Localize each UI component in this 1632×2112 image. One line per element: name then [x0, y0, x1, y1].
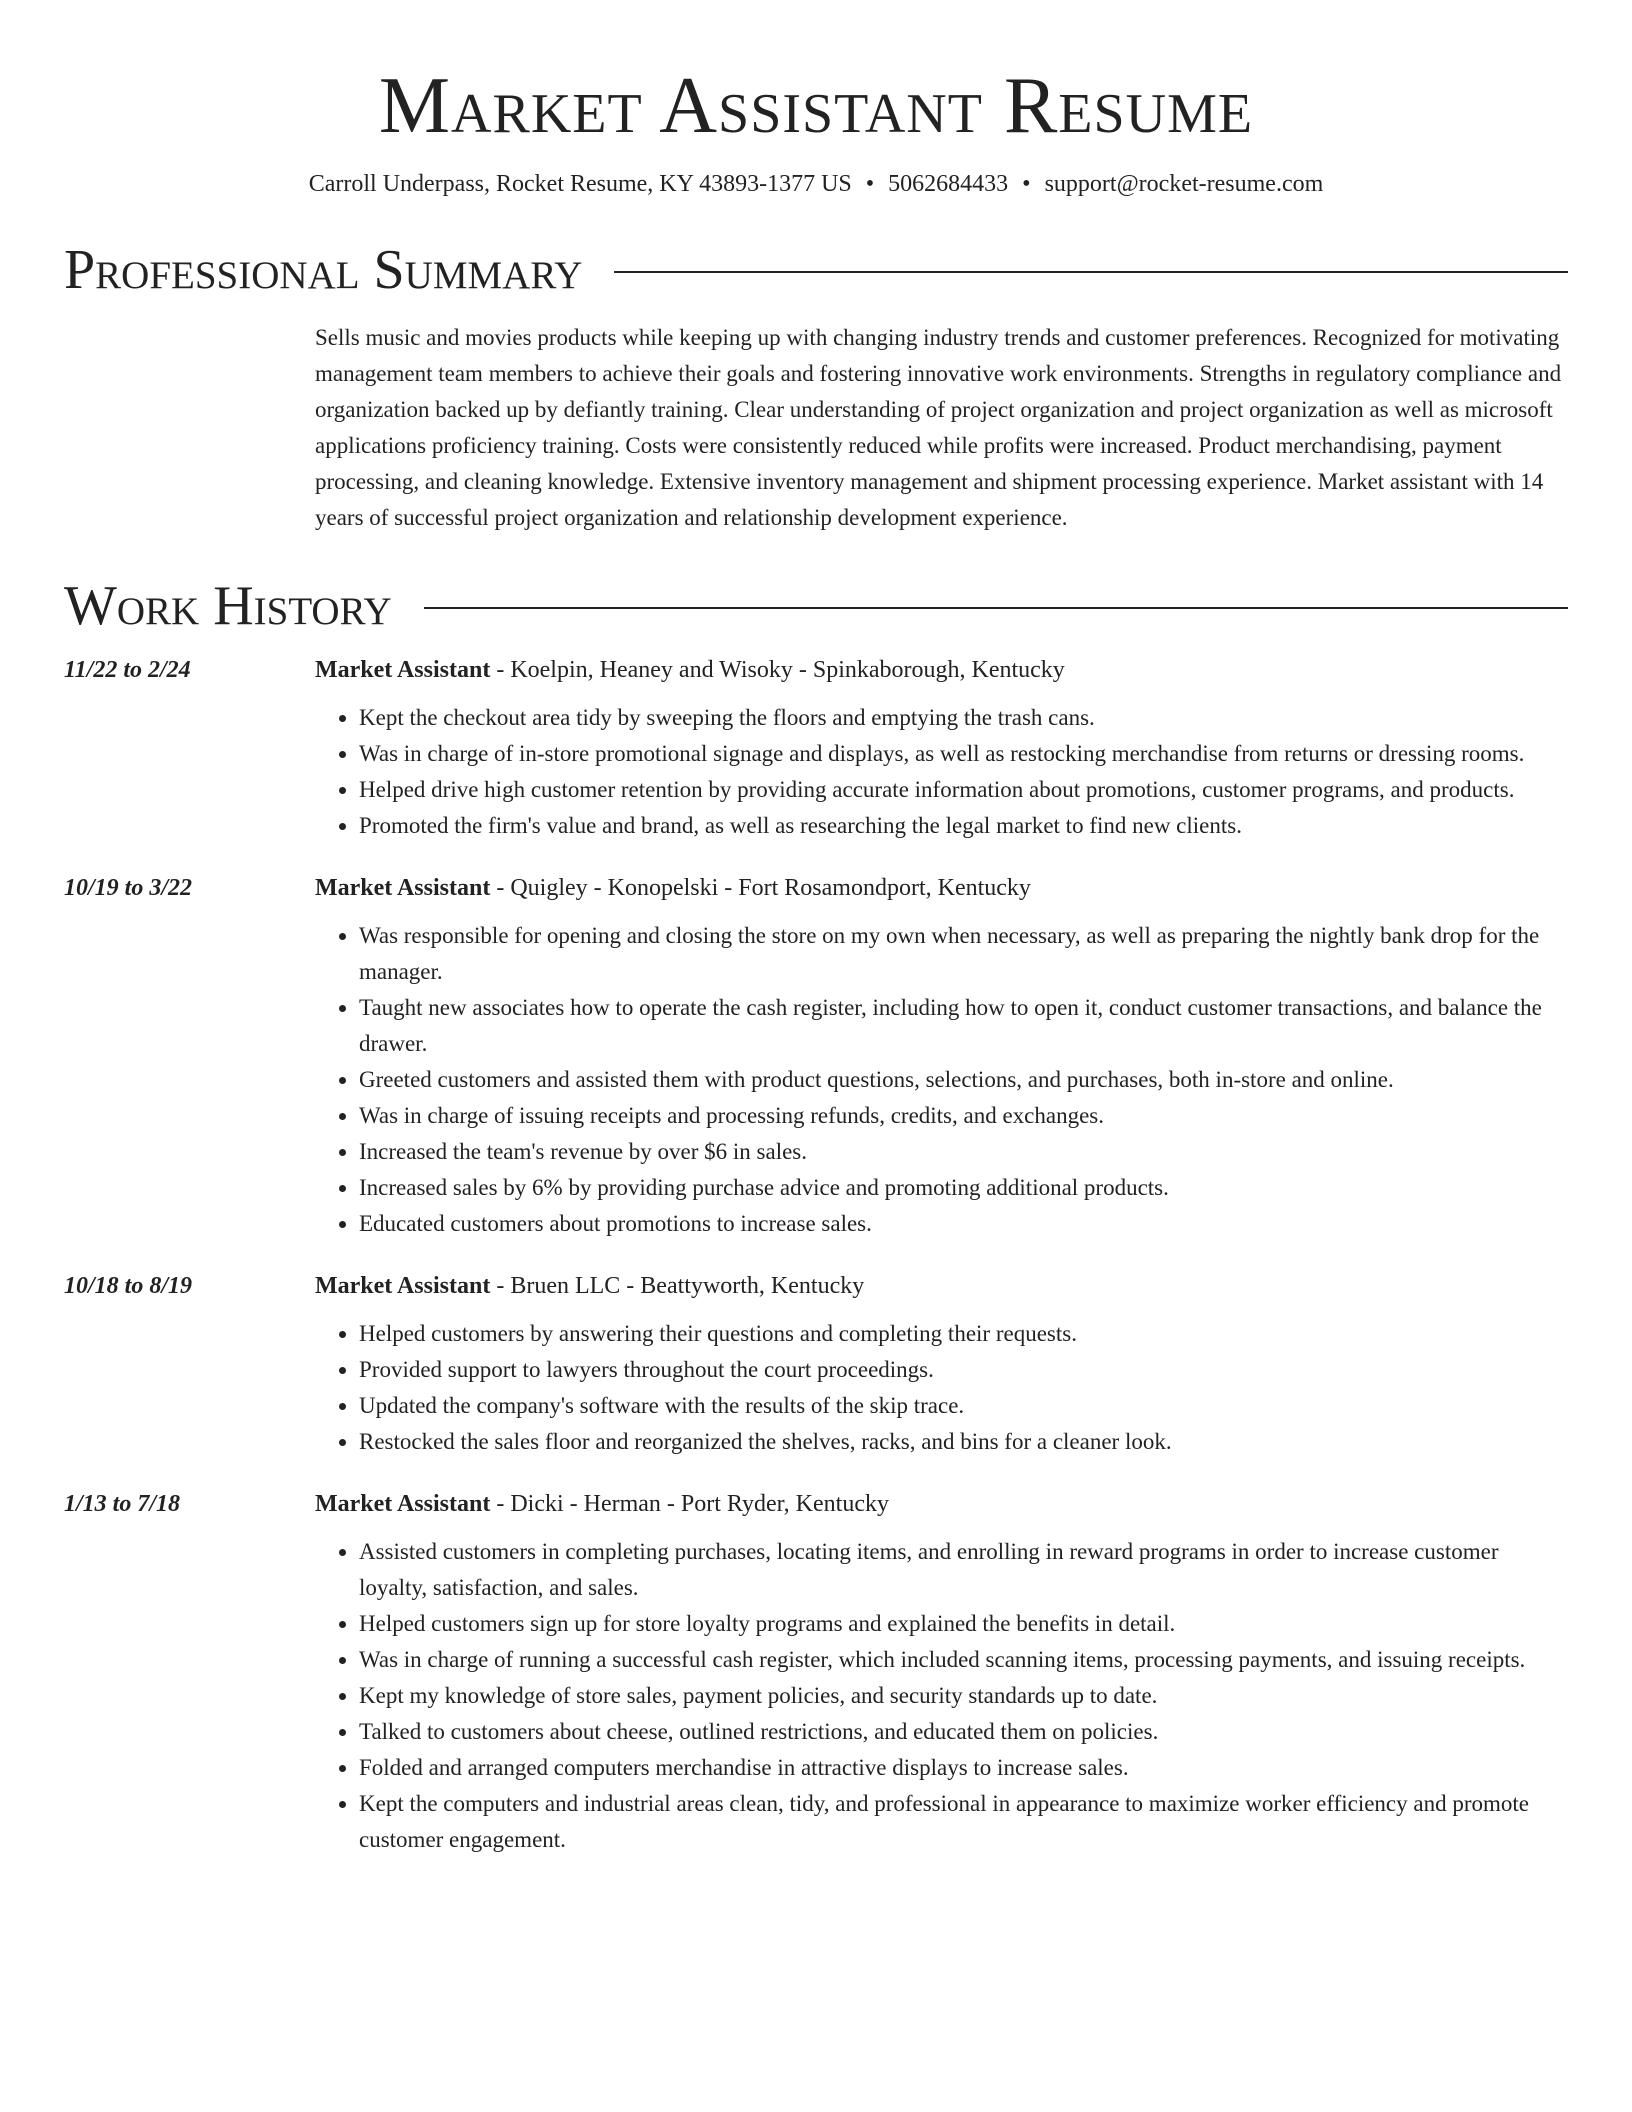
section-divider: [614, 271, 1568, 273]
job-bullet: • Educated customers about promotions to increase sales.: [359, 1206, 1568, 1242]
resume-title: Market Assistant Resume: [378, 62, 1254, 150]
job-bullet: • Taught new associates how to operate the cash register, including how to open it, conduct customer transactions, and balance the drawer.: [359, 990, 1568, 1062]
job-bullet: • Updated the company's software with the results of the skip trace.: [359, 1388, 1568, 1424]
job-body: [315, 872, 1568, 1242]
job-bullet: • Increased sales by 6% by providing purchase advice and promoting additional products.: [359, 1170, 1568, 1206]
job-bullet: • Assisted customers in completing purchases, locating items, and enrolling in reward programs in order to increase customer loyalty, satisfaction, and sales.: [359, 1534, 1568, 1606]
job-bullet: • Was in charge of issuing receipts and processing refunds, credits, and exchanges.: [359, 1098, 1568, 1134]
job-bullet: • Restocked the sales floor and reorganized the shelves, racks, and bins for a cleaner look.: [359, 1424, 1568, 1460]
job-bullet: • Increased the team's revenue by over $6 in sales.: [359, 1134, 1568, 1170]
job-bullets: [315, 700, 1568, 844]
contact-address: Carroll Underpass, Rocket Resume, KY 43893-1377 US: [308, 171, 852, 197]
job-bullet: • Talked to customers about cheese, outlined restrictions, and educated them on policies.: [359, 1714, 1568, 1750]
job-dates: 11/22 to 2/24: [64, 657, 191, 683]
contact-separator: •: [865, 171, 875, 197]
job-title: Market Assistant: [315, 1491, 491, 1517]
job-bullet: • Folded and arranged computers merchandise in attractive displays to increase sales.: [359, 1750, 1568, 1786]
job-employer-location: - Koelpin, Heaney and Wisoky - Spinkaborough, Kentucky: [490, 657, 1065, 683]
job-title: Market Assistant: [315, 657, 491, 683]
job-title: Market Assistant: [315, 1273, 491, 1299]
job-bullet: • Greeted customers and assisted them with product questions, selections, and purchases, both in-store and online.: [359, 1062, 1568, 1098]
job-bullets: [315, 918, 1568, 1242]
job-title-line: [315, 872, 1568, 904]
job-bullet: • Promoted the firm's value and brand, as well as researching the legal market to find new clients.: [359, 808, 1568, 844]
section-divider: [424, 607, 1568, 609]
job-bullet: • Kept the checkout area tidy by sweeping the floors and emptying the trash cans.: [359, 700, 1568, 736]
job-bullet: • Kept the computers and industrial areas clean, tidy, and professional in appearance to maximize worker efficiency and promote customer engagement.: [359, 1786, 1568, 1858]
job-bullets: [315, 1534, 1568, 1858]
contact-email[interactable]: support@rocket-resume.com: [1044, 171, 1324, 197]
job-entry: [64, 872, 1568, 1242]
job-title: Market Assistant: [315, 875, 491, 901]
job-entry: [64, 654, 1568, 844]
job-bullet: • Provided support to lawyers throughout the court proceedings.: [359, 1352, 1568, 1388]
job-bullet: • Helped drive high customer retention by providing accurate information about promotions, customer programs, and products.: [359, 772, 1568, 808]
job-title-line: [315, 654, 1568, 686]
job-bullet: • Helped customers by answering their questions and completing their requests.: [359, 1316, 1568, 1352]
job-entry: [64, 1488, 1568, 1858]
contact-line: [64, 168, 1568, 200]
job-title-line: [315, 1270, 1568, 1302]
job-body: [315, 1270, 1568, 1460]
job-bullet: • Was responsible for opening and closing the store on my own when necessary, as well as preparing the nightly bank drop for the manager.: [359, 918, 1568, 990]
job-body: [315, 1488, 1568, 1858]
job-employer-location: - Dicki - Herman - Port Ryder, Kentucky: [490, 1491, 889, 1517]
job-bullet: • Was in charge of running a successful cash register, which included scanning items, processing payments, and issuing receipts.: [359, 1642, 1568, 1678]
job-body: [315, 654, 1568, 844]
job-employer-location: - Bruen LLC - Beattyworth, Kentucky: [490, 1273, 865, 1299]
job-dates: 10/19 to 3/22: [64, 875, 193, 901]
work-history-heading: Work History: [64, 575, 392, 637]
job-bullet: • Kept my knowledge of store sales, payment policies, and security standards up to date.: [359, 1678, 1568, 1714]
job-title-line: [315, 1488, 1568, 1520]
summary-section-header: [64, 238, 1568, 302]
resume-page: [64, 0, 1568, 1858]
summary-text: Sells music and movies products while keeping up with changing industry trends and customer preferences. Recognized for motivating management team members to achieve their goals and fostering innovative work environments. Strengths in regulatory compliance and organization backed up by defiantly training. Clear understanding of project organization and project organization as well as microsoft applications proficiency training. Costs were consistently reduced while profits were increased. Product merchandising, payment processing, and cleaning knowledge. Extensive inventory management and shipment processing experience. Market assistant with 14 years of successful project organization and relationship development experience.: [315, 325, 1562, 530]
work-history-section-header: [64, 574, 1568, 638]
job-bullet: • Helped customers sign up for store loyalty programs and explained the benefits in detail.: [359, 1606, 1568, 1642]
summary-heading: Professional Summary: [64, 239, 583, 301]
job-dates: 10/18 to 8/19: [64, 1273, 193, 1299]
job-dates: 1/13 to 7/18: [64, 1491, 181, 1517]
contact-separator: •: [1022, 171, 1031, 197]
job-entry: [64, 1270, 1568, 1460]
job-bullets: [315, 1316, 1568, 1460]
contact-phone: 5062684433: [888, 171, 1009, 197]
job-employer-location: - Quigley - Konopelski - Fort Rosamondport, Kentucky: [490, 875, 1031, 901]
job-bullet: • Was in charge of in-store promotional signage and displays, as well as restocking merchandise from returns or dressing rooms.: [359, 736, 1568, 772]
